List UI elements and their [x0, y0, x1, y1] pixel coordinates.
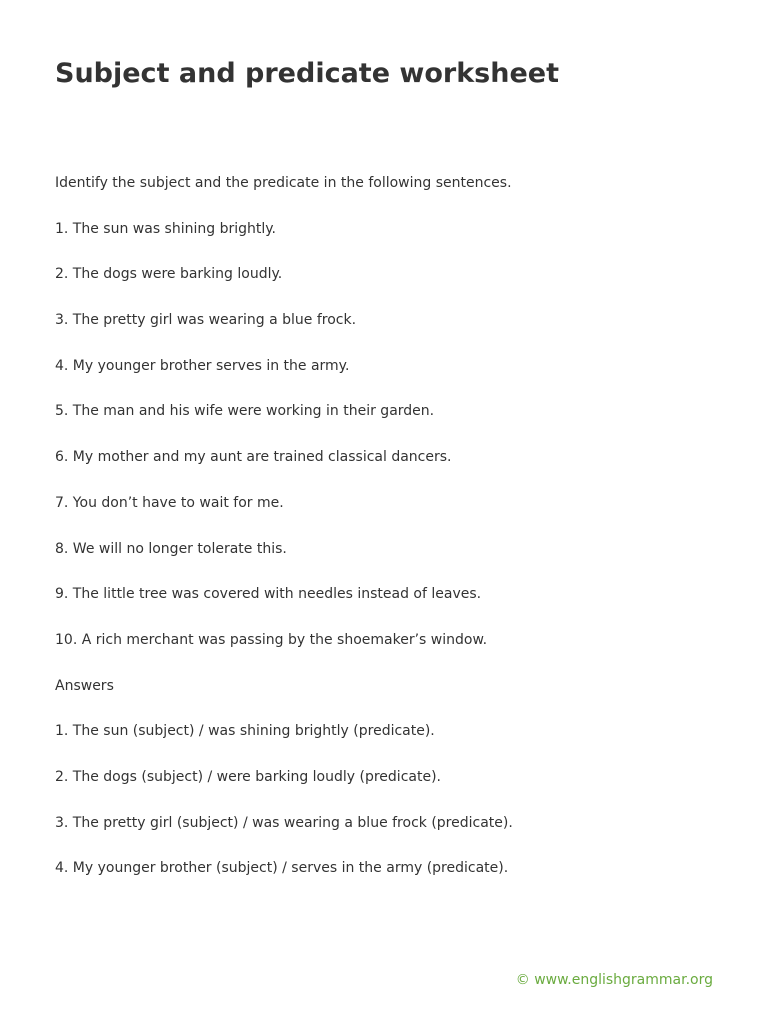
page-title: Subject and predicate worksheet	[55, 58, 560, 89]
footer-copyright-link[interactable]: © www.englishgrammar.org	[515, 972, 713, 988]
answer-item: 3. The pretty girl (subject) / was wearing a blue frock (predicate).	[55, 814, 513, 831]
question-item: 3. The pretty girl was wearing a blue frock.	[55, 312, 357, 329]
answer-item: 4. My younger brother (subject) / serves in the army (predicate).	[55, 860, 509, 877]
answer-item: 1. The sun (subject) / was shining brightly (predicate).	[55, 723, 435, 740]
question-item: 9. The little tree was covered with needles instead of leaves.	[55, 586, 482, 603]
question-item: 6. My mother and my aunt are trained classical dancers.	[55, 449, 452, 466]
answers-heading: Answers	[55, 677, 114, 694]
question-item: 10. A rich merchant was passing by the shoemaker’s window.	[55, 631, 488, 648]
worksheet-content	[55, 172, 735, 903]
question-item: 5. The man and his wife were working in their garden.	[55, 403, 435, 420]
question-item: 8. We will no longer tolerate this.	[55, 540, 287, 557]
question-item: 7. You don’t have to wait for me.	[55, 494, 284, 511]
instructions: Identify the subject and the predicate in the following sentences.	[55, 175, 512, 191]
question-item: 2. The dogs were barking loudly.	[55, 266, 283, 283]
question-item: 1. The sun was shining brightly.	[55, 220, 276, 237]
question-list	[55, 218, 735, 675]
question-item: 4. My younger brother serves in the army.	[55, 357, 350, 374]
answer-list	[55, 720, 735, 903]
answer-item: 2. The dogs (subject) / were barking loudly (predicate).	[55, 768, 441, 785]
